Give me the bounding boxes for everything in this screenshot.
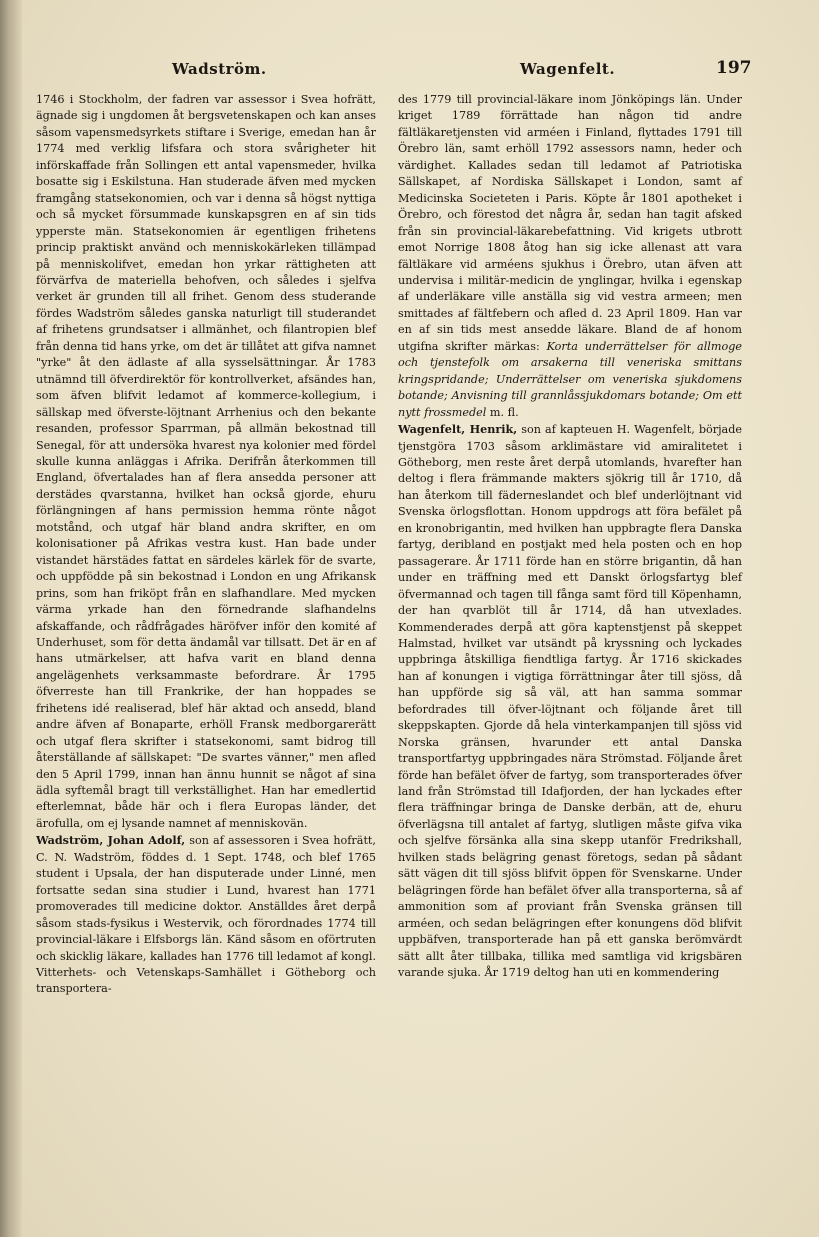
- entry-text: son af assessoren i Svea hofrätt, C. N. Wadström, föddes d. 1 Sept. 1748, och blef 1765 student i Upsala, der han disputerade under Linné, men fortsatte sedan sina studier i Lund, hvarest han 1771 promoverades till medicine doktor. Anställdes året derpå såsom stads-fysikus i Westervik, och förordnades 1774 till provincial-läkare i Elfsborgs län. Känd såsom en oförtruten och skicklig läkare, kallades han 1776 till ledamot af kongl. Vitterhets- och Vetenskaps-Samhället i Götheborg och transportera-: [36, 834, 376, 996]
- left-column: [36, 92, 376, 998]
- book-gutter: [0, 0, 22, 1237]
- wagenfelt-henrik-entry: [398, 421, 742, 981]
- entry-text: des 1779 till provincial-läkare inom Jönköpings län. Under kriget 1789 förrättade han någon tid andre fältläkaretjensten vid arméen i Finland, flyttades 1791 till Örebro län, samt erhöll 1792 assessors namn, heder och värdighet. Kallades sedan till ledamot af Patriotiska Sällskapet, af Nordiska Sällskapet i London, samt af Medicinska Societeten i Paris. Köpte år 1801 apotheket i Örebro, och förestod det några år, sedan han tagit afsked från sin provincial-läkarebefattning. Vid krigets utbrott emot Norrige 1808 åtog han sig icke allenast att vara fältläkare vid arméens sjukhus i Örebro, utan äfven att undervisa i militär-medicin de ynglingar, hvilka i egenskap af underläkare ville anställa sig vid vestra armeen; men smittades af fältfebern och afled d. 23 April 1809. Han var en af sin tids mest ansedde läkare. Bland de af honom utgifna skrifter märkas:: [398, 93, 742, 353]
- left-running-head: Wadström.: [172, 60, 267, 78]
- wadstrom-entry-continuation: 1746 i Stockholm, der fadren var assessor i Svea hofrätt, ägnade sig i ungdomen åt bergsvetenskapen och kan anses såsom vapensmedsyrkets stiftare i Sverige, emedan han år 1774 med verklig lifsfara och stora svårigheter hit införskaffade från Sollingen ett antal vapensmeder, hvilka bosatte sig i Eskilstuna. Han studerade äfven med mycken framgång statsekonomien, och var i denna så högst nyttiga och så mycket försummade kunskapsgren en af sin tids ypperste män. Statsekonomien är egentligen frihetens princip praktiskt använd och menniskokärleken tillämpad på menniskolifvet, emedan hon yrkar rättigheten att förvärfva de materiella behofven, och således i sjelfva verket är grunden till all frihet. Genom dess studerande fördes Wadström således ganska naturligt till studerandet af frihetens grundsatser i allmänhet, och filantropien blef från denna tid hans yrke, om det är tillåtet att gifva namnet "yrke" åt den ädlaste af alla sysselsättningar. År 1783 utnämnd till öfverdirektör för kontrollverket, afsändes han, som äfven blifvit ledamot af kommerce-kollegium, i sällskap med öfverste-löjtnant Arrhenius och den bekante resanden, professor Sparrman, på allmän bekostnad till Senegal, för att undersöka hvarest nya kolonier med fördel skulle kunna anläggas i Afrika. Derifrån återkommen till England, öfvertalades han af flera ansedda personer att derstädes qvarstanna, hvilket han också gjorde, ehuru förlängningen af hans permission hemma rönte något motstånd, och utgaf här bland andra skrifter, en om kolonisationer på Afrikas vestra kust. Han bade under vistandet härstädes fattat en särdeles kärlek för de svarte, och uppfödde på sin bekostnad i London en ung Afrikansk prins, som han friköpt från en slafhandlare. Med mycken värma yrkade han den förnedrande slafhandelns afskaffande, och rådfrågades häröfver inför den komité af Underhuset, som för detta ändamål var tillsatt. Det är en af hans utmärkelser, att hafva varit en bland denna angelägenhets verksammaste befordrare. År 1795 öfverreste han till Frankrike, der han hoppades se frihetens idé realiserad, blef här aktad och ansedd, bland andre äfven af Bonaparte, erhöll Fransk medborgarerätt och utgaf flera skrifter i statsekonomi, samt bidrog till återställande af sällskapet: "De svartes vänner," men afled den 5 April 1799, innan han ännu hunnit se något af sina ädla syftemål bragt till verkställighet. Han har emedlertid efterlemnat, både här och i flera Europas länder, det ärofulla, om ej lysande namnet af menniskovän.: [36, 93, 376, 830]
- right-column: [398, 92, 742, 981]
- entry-text: son af kapteuen H. Wagenfelt, började tjenstgöra 1703 såsom arklimästare vid amiralitetet i Götheborg, men reste året derpå utomlands, hvarefter han deltog i flera främmande makters sjökrig till år 1710, då han återkom till fäderneslandet och blef underlöjtnant vid Svenska örlogsflottan. Honom uppdrogs att föra befälet på en kronobrigantin, med hvilken han uppbragte flera Danska fartyg, deribland en postjakt med hela posten och en hop passagerare. År 1711 förde han en större brigantin, då han under en träffning med ett Danskt örlogsfartyg blef öfvermannad och tagen till fånga samt förd till Köpenhamn, der han qvarblöt till år 1714, då han utvexlades. Kommenderades derpå att göra kaptenstjenst på skeppet Halmstad, hvilket var utsändt på kryssning och lyckades uppbringa åtskilliga fiendtliga fartyg. År 1716 skickades han af konungen i vigtiga förrättningar åter till sjöss, då han uppförde sig så väl, att han samma sommar befordrades till öfver-löjtnant och följande året till skeppskapten. Gjorde då hela vinterkampanjen till sjöss vid Norska gränsen, hvarunder ett antal Danska transportfartyg uppbringades nära Strömstad. Följande året förde han befälet öfver de fartyg, som transporterades öfver land från Strömstad till Idafjorden, der han lyckades efter flera träffningar bringa de Danske derbän, att de, ehuru öfverlägsna till antalet af fartyg, slutligen måste gifva vika och sjelfve försänka alla sina skepp utanför Fredrikshall, hvilken stads belägring genast företogs, sedan på sådant sätt vägen dit till sjöss blifvit öppen för Svenskarne. Under belägringen förde han befälet öfver alla transporterna, så af ammonition som af proviant från Svenska gränsen till arméen, och sedan belägringen efter konungens död blifvit uppbäfven, transporterade han på ett ganska berömvärdt sätt allt åter tillbaka, tillika med samtliga vid krigsbären varande sjuka. År 1719 deltog han uti en kommendering: [398, 423, 743, 980]
- entry-heading: Wadström, Johan Adolf,: [36, 833, 186, 848]
- wadstrom-johan-adolf-entry-continuation: [398, 92, 742, 421]
- right-running-head: Wagenfelt.: [520, 60, 616, 78]
- entry-heading: Wagenfelt, Henrik,: [398, 422, 518, 437]
- works-list: Korta underrättelser för allmoge och tjenstefolk om arsakerna till veneriska smittans kringspridande; Underrättelser om veneriska sjukdomens botande; Anvisning till grannlåssjukdomars botande; Om ett nytt frossmedel: [398, 339, 742, 419]
- wadstrom-johan-adolf-entry: [36, 832, 376, 998]
- page-number: 197: [716, 58, 752, 78]
- entry-text-tail: m. fl.: [486, 405, 519, 419]
